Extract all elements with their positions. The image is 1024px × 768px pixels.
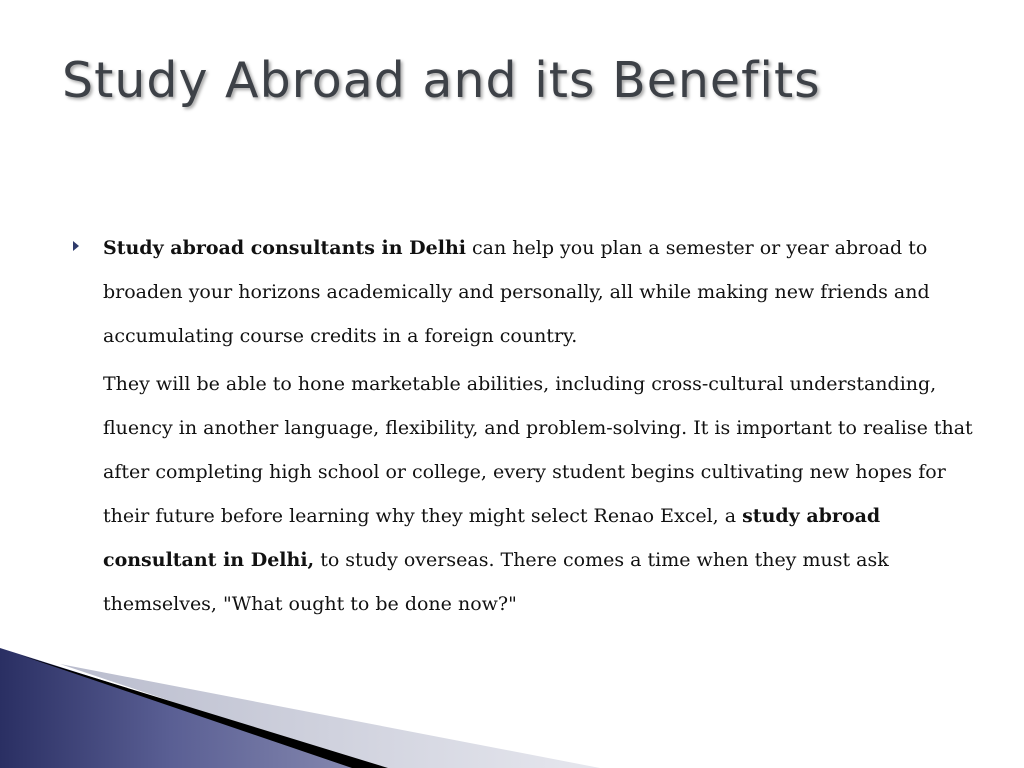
paragraph-2-text-before: They will be able to hone marketable abilities, including cross-cultural understanding, fluency in another language, flexibility, and problem-solving. It is important to realise that after completing high school or college, every student begins cultivating new hopes for their future before learning why they might select Renao Excel, a (103, 373, 973, 527)
paragraph-2-text-after: to study overseas. There comes a time when they must ask themselves, "What ought to be done now?" (103, 549, 889, 615)
slide-title: Study Abroad and its Benefits (62, 52, 821, 109)
paragraph-2-bold: study abroad consultant in Delhi, (103, 505, 881, 571)
paragraph-1-text: can help you plan a semester or year abroad to broaden your horizons academically and personally, all while making new friends and accumulating course credits in a foreign country. (103, 237, 930, 347)
paragraph-1-bold-lead: Study abroad consultants in Delhi (103, 237, 466, 259)
